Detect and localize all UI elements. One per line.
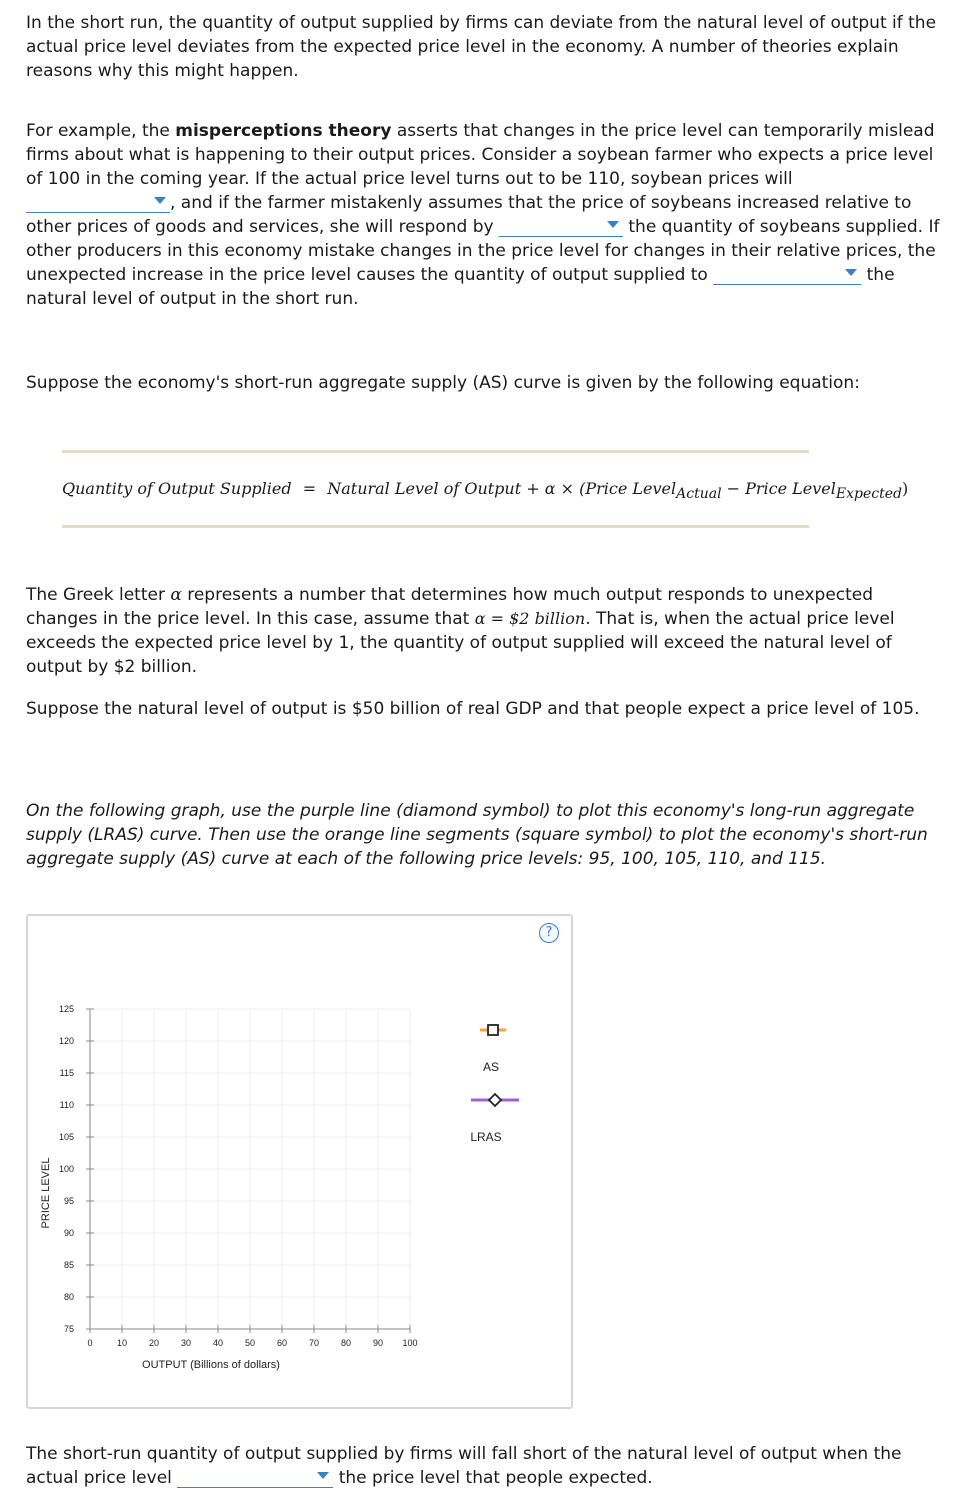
y-tick-label: 120: [58, 1036, 74, 1046]
output-change-dropdown[interactable]: [713, 264, 861, 285]
diamond-icon: [489, 1094, 501, 1106]
tick-labels: [59, 1004, 418, 1348]
para-text: the price level that people expected.: [333, 1468, 653, 1488]
x-tick-label: 90: [372, 1338, 384, 1348]
x-tick-label: 60: [276, 1338, 288, 1348]
chevron-down-icon: [317, 1472, 329, 1479]
y-tick-label: 90: [63, 1228, 74, 1238]
soybean-price-dropdown[interactable]: [26, 192, 170, 213]
y-tick-label: 80: [63, 1292, 74, 1302]
help-icon[interactable]: ?: [539, 923, 559, 943]
lras-tool[interactable]: [470, 1094, 519, 1144]
x-tick-label: 50: [244, 1338, 256, 1348]
eq-term-actual: Price Level: [585, 479, 677, 498]
eq-equals: =: [302, 479, 317, 498]
y-tick-label: 110: [59, 1100, 74, 1110]
chevron-down-icon: [607, 221, 619, 228]
para-text: asserts that changes in the price level can temporarily mislead firms about what is happening to their output prices. Consider a soybean farmer who expects a price level of 100 in the coming year. If the actual price level turns out to be 110, soybean prices will: [26, 121, 935, 189]
eq-sub-expected: Expected: [835, 486, 902, 502]
eq-close: ): [901, 479, 909, 498]
x-tick-label: 80: [340, 1338, 352, 1348]
eq-sub-actual: Actual: [676, 486, 722, 502]
para-text: For example, the: [26, 121, 176, 141]
as-equation-intro: Suppose the economy's short-run aggregate supply (AS) curve is given by the following equation:: [26, 373, 860, 393]
as-tool[interactable]: [480, 1025, 506, 1074]
para-text: represents a number that determines how much output responds to unexpected changes in the price level. In this case, assume that: [26, 585, 874, 629]
x-axis-label: OUTPUT (Billions of dollars): [142, 1359, 280, 1371]
x-tick-label: 30: [180, 1338, 192, 1348]
alpha-paragraph: [26, 583, 941, 679]
misperceptions-paragraph: [26, 119, 941, 311]
x-tick-label: 40: [212, 1338, 224, 1348]
x-tick-label: 70: [308, 1338, 320, 1348]
para-text: , and if the farmer mistakenly assumes that the price of soybeans increased relative to other prices of goods and services, she will respond by: [26, 193, 912, 237]
y-tick-label: 95: [63, 1196, 74, 1206]
eq-rhs-start: Natural Level of Output + α × (: [327, 479, 586, 498]
y-tick-label: 105: [58, 1132, 74, 1142]
as-tool-label: AS: [482, 1060, 500, 1074]
lras-tool-label: LRAS: [470, 1130, 502, 1144]
farmer-response-dropdown[interactable]: [499, 216, 623, 237]
eq-minus: −: [721, 479, 746, 498]
para-text: the natural level of output in the short run.: [26, 265, 895, 309]
y-axis-label: PRICE LEVEL: [40, 1157, 52, 1229]
y-tick-label: 85: [63, 1260, 74, 1270]
natural-level-paragraph: Suppose the natural level of output is $50 billion of real GDP and that people expect a price level of 105.: [26, 699, 920, 719]
x-tick-label: 20: [148, 1338, 160, 1348]
graph-panel: [26, 914, 573, 1409]
as-equation: [62, 479, 908, 502]
final-question: [26, 1442, 941, 1490]
grid-lines: [90, 1009, 410, 1329]
para-text: . That is, when the actual price level exceeds the expected price level by 1, the quantity of output supplied will exceed the natural level of output by $2 billion.: [26, 609, 895, 677]
x-tick-label: 100: [402, 1338, 418, 1348]
alpha-symbol: α: [170, 585, 182, 605]
x-tick-label: 0: [87, 1338, 93, 1348]
as-lras-chart[interactable]: [28, 916, 571, 1407]
para-text: the quantity of soybeans supplied. If other producers in this economy mistake changes in the price level for changes in their relative prices, the unexpected increase in the price level causes the quantity of output supplied to: [26, 217, 940, 285]
misperceptions-theory-term: misperceptions theory: [175, 121, 392, 141]
graph-instructions: On the following graph, use the purple line (diamond symbol) to plot this economy's long-run aggregate supply (LRAS) curve. Then use the orange line segments (square symbol) to plot the economy's short-run aggregate supply (AS) curve at each of the following price levels: 95, 100, 105, 110, and 115.: [26, 801, 928, 869]
square-icon: [488, 1025, 498, 1035]
chevron-down-icon: [845, 269, 857, 276]
eq-term-expected: Price Level: [745, 479, 836, 498]
axes: [86, 1009, 410, 1333]
y-tick-label: 75: [63, 1324, 74, 1334]
alpha-value: α = $2 billion: [474, 609, 586, 628]
y-tick-label: 125: [58, 1004, 74, 1014]
para-text: The short-run quantity of output supplied by firms will fall short of the natural level of output when the actual price level: [26, 1444, 902, 1488]
para-text: The Greek letter: [26, 585, 171, 605]
equation-box: [62, 450, 909, 528]
chevron-down-icon: [154, 197, 166, 204]
y-tick-label: 100: [58, 1164, 74, 1174]
price-level-comparison-dropdown[interactable]: [177, 1467, 333, 1488]
y-tick-label: 115: [59, 1068, 74, 1078]
eq-lhs: Quantity of Output Supplied: [62, 479, 292, 498]
intro-paragraph: In the short run, the quantity of output supplied by firms can deviate from the natural level of output if the actual price level deviates from the expected price level in the economy. A number of theories explain reasons why this might happen.: [26, 13, 937, 81]
x-tick-label: 10: [116, 1338, 128, 1348]
